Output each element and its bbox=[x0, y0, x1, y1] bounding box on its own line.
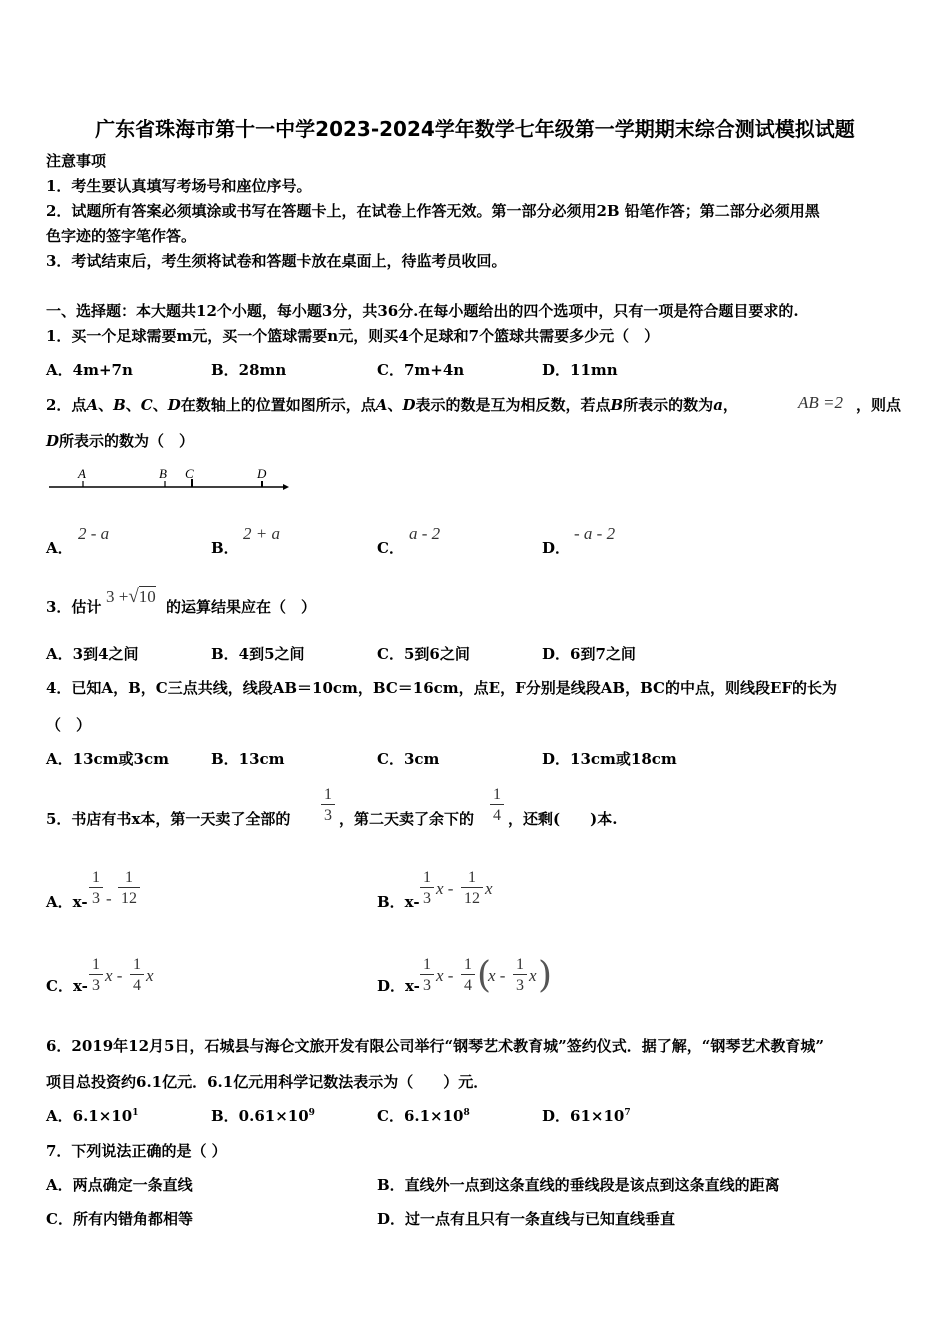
q5-fraction-one-quarter: 1 4 bbox=[490, 786, 504, 825]
q2-option-b-expr: 2 + a bbox=[243, 524, 280, 543]
q5-b-frac2: 1 12 bbox=[461, 869, 483, 908]
q5-d-frac3: 1 3 bbox=[513, 956, 527, 995]
question-2-stem-line2: D所表示的数为（ ） bbox=[46, 432, 195, 450]
number-line-label-a: A bbox=[78, 466, 86, 481]
question-2-stem: 2．点A、B、C、D在数轴上的位置如图所示，点A、D表示的数是互为相反数，若点B所表示的数为a， bbox=[46, 396, 738, 414]
q6-option-b: B．$0.61\times 10^9$ bbox=[211, 1107, 315, 1125]
question-3-stem-b: 的运算结果应在（ ） bbox=[166, 598, 317, 616]
q5-d-frac2: 1 4 bbox=[461, 956, 475, 995]
q2-option-c-expr: a - 2 bbox=[409, 524, 441, 543]
q5-option-a-label: A．x- bbox=[46, 893, 88, 911]
q4-option-d: D．13cm或18cm bbox=[542, 750, 677, 768]
q1-option-d: D．11mn bbox=[542, 361, 618, 379]
q5-d-paren-close: ) bbox=[538, 955, 553, 996]
q7-option-c: C．所有内错角都相等 bbox=[46, 1210, 193, 1228]
q2-option-d-label: D． bbox=[542, 539, 571, 557]
q2-option-a-expr: 2 - a bbox=[78, 524, 110, 543]
question-3-stem-a: 3．估计 bbox=[46, 598, 102, 616]
q3-option-c: C．5到6之间 bbox=[377, 645, 470, 663]
q4-option-a: A．13cm或3cm bbox=[46, 750, 169, 768]
question-5-stem-b: ，第二天卖了余下的 bbox=[339, 810, 475, 828]
question-5-stem-a: 5．书店有书x本，第一天卖了全部的 bbox=[46, 810, 291, 828]
number-line-label-c: C bbox=[185, 466, 194, 481]
q5-a-minus: - bbox=[106, 889, 112, 908]
q4-option-c: C．3cm bbox=[377, 750, 440, 768]
q5-b-frac1: 1 3 bbox=[420, 869, 434, 908]
page-title: 广东省珠海市第十一中学2023-2024学年数学七年级第一学期期末综合测试模拟试题 bbox=[95, 117, 855, 141]
question-4-stem-line2: （ ） bbox=[46, 716, 92, 734]
section-heading: 一、选择题：本大题共12个小题，每小题3分，共36分.在每小题给出的四个选项中，只有一项是符合题目要求的. bbox=[46, 302, 799, 320]
q2-option-b-label: B． bbox=[211, 539, 239, 557]
q2-stem-tail: ，则点 bbox=[856, 396, 902, 414]
q5-option-b-label: B．x- bbox=[377, 893, 420, 911]
question-5-stem-c: ，还剩( )本. bbox=[508, 810, 618, 828]
q2-option-c-label: C． bbox=[377, 539, 404, 557]
q5-a-frac1: 1 3 bbox=[89, 869, 103, 908]
q5-option-d-label: D．x- bbox=[377, 977, 420, 995]
q7-option-d: D．过一点有且只有一条直线与已知直线垂直 bbox=[377, 1210, 676, 1228]
question-6-stem-line1: 6．2019年12月5日，石城县与海仑文旅开发有限公司举行“钢琴艺术教育城”签约仪式．据了解，“钢琴艺术教育城” bbox=[46, 1037, 825, 1055]
q5-d-x-minus-2: x - bbox=[488, 966, 506, 985]
q6-option-d: D．$61\times 10^7$ bbox=[542, 1107, 631, 1125]
question-1-stem: 1．买一个足球需要m元，买一个篮球需要n元，则买4个足球和7个篮球共需要多少元（ ） bbox=[46, 327, 660, 345]
number-line bbox=[47, 466, 292, 496]
notice-item-1: 1．考生要认真填写考场号和座位序号。 bbox=[46, 177, 312, 195]
q3-option-d: D．6到7之间 bbox=[542, 645, 636, 663]
q1-option-b: B．28mn bbox=[211, 361, 287, 379]
q5-d-x-2: x bbox=[529, 966, 537, 985]
q5-c-frac1: 1 3 bbox=[89, 956, 103, 995]
question-4-stem-line1: 4．已知A，B，C三点共线，线段AB＝10cm，BC＝16cm，点E，F分别是线段AB，BC的中点，则线段EF的长为 bbox=[46, 679, 838, 697]
q5-b-x: x bbox=[485, 879, 493, 898]
q5-c-x-minus: x - bbox=[105, 966, 123, 985]
notice-item-3: 3．考试结束后，考生须将试卷和答题卡放在桌面上，待监考员收回。 bbox=[46, 252, 507, 270]
q2-ab-equation: AB =2 bbox=[798, 393, 843, 412]
q1-option-a: A．4m+7n bbox=[46, 361, 133, 379]
q2-option-a-label: A． bbox=[46, 539, 73, 557]
q5-d-frac1: 1 3 bbox=[420, 956, 434, 995]
q3-expression: 3 +√10 bbox=[106, 586, 156, 607]
q2-option-d-expr: - a - 2 bbox=[574, 524, 616, 543]
number-line-label-d: D bbox=[257, 466, 267, 481]
q5-d-x-minus: x - bbox=[436, 966, 454, 985]
q6-option-c: C．$6.1\times 10^8$ bbox=[377, 1107, 470, 1125]
notice-heading: 注意事项 bbox=[46, 152, 107, 170]
q5-c-x: x bbox=[146, 966, 154, 985]
q6-option-a: A．$6.1\times 10^1$ bbox=[46, 1107, 139, 1125]
q5-c-frac2: 1 4 bbox=[130, 956, 144, 995]
number-line-label-b: B bbox=[159, 466, 167, 481]
question-7-stem: 7．下列说法正确的是（ ） bbox=[46, 1142, 227, 1160]
q5-option-c-label: C．x- bbox=[46, 977, 88, 995]
q1-option-c: C．7m+4n bbox=[377, 361, 465, 379]
q3-option-a: A．3到4之间 bbox=[46, 645, 139, 663]
q5-b-x-minus: x - bbox=[436, 879, 454, 898]
q5-a-frac2: 1 12 bbox=[118, 869, 140, 908]
q5-d-paren-open: ( bbox=[477, 955, 492, 996]
q5-fraction-one-third: 1 3 bbox=[321, 786, 335, 825]
q3-option-b: B．4到5之间 bbox=[211, 645, 305, 663]
q7-option-b: B．直线外一点到这条直线的垂线段是该点到这条直线的距离 bbox=[377, 1176, 780, 1194]
q4-option-b: B．13cm bbox=[211, 750, 285, 768]
q7-option-a: A．两点确定一条直线 bbox=[46, 1176, 193, 1194]
notice-item-2b: 色字迹的签字笔作答。 bbox=[46, 227, 197, 245]
question-6-stem-line2: 项目总投资约6.1亿元．6.1亿元用科学记数法表示为（ ）元． bbox=[46, 1073, 489, 1091]
notice-item-2a: 2．试题所有答案必须填涂或书写在答题卡上，在试卷上作答无效。第一部分必须用2B 铅笔作答；第二部分必须用黑 bbox=[46, 202, 820, 220]
